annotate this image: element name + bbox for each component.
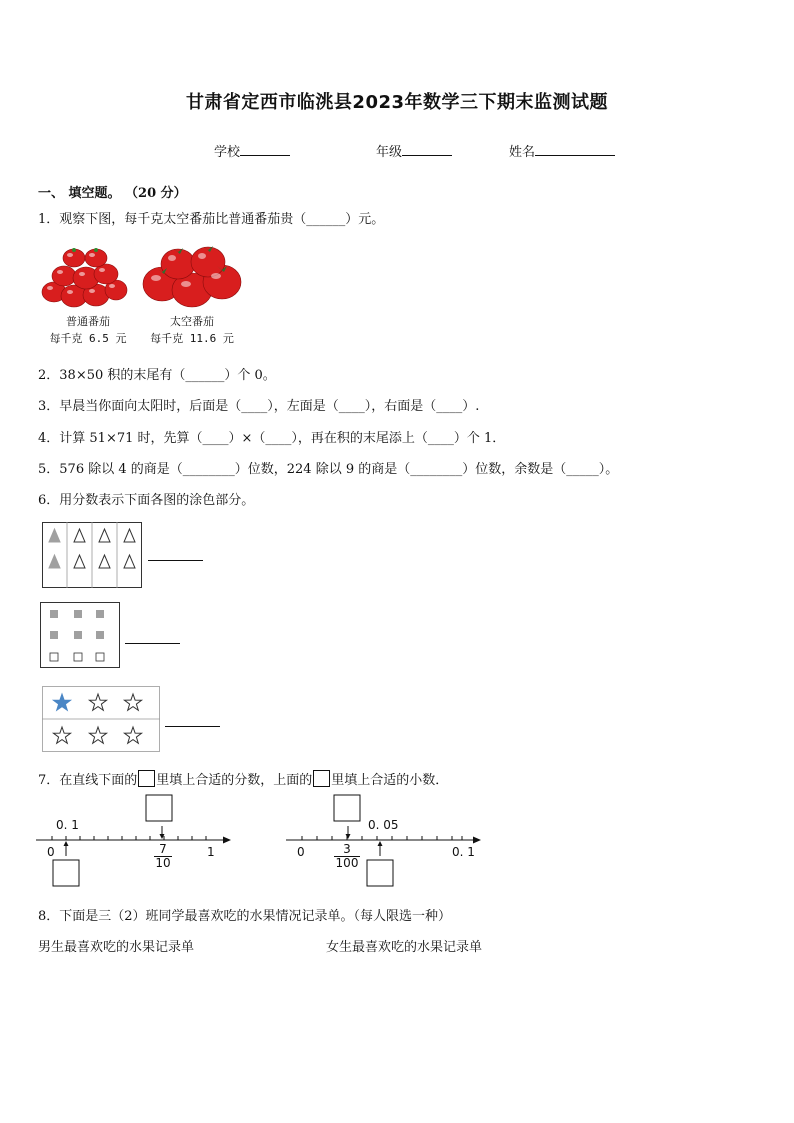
grade-field: [376, 141, 452, 160]
answer-box-bottom-2: [367, 860, 393, 886]
number-line-1: [36, 790, 236, 890]
question-8: 8．下面是三（2）班同学最喜欢吃的水果情况记录单。（每人限选一种）: [38, 909, 452, 924]
nl1-one: 1: [207, 845, 215, 859]
question-2: 2．38×50 积的末尾有（______）个 0。: [38, 368, 276, 383]
question-4: 4．计算 51×71 时，先算（____）×（____），再在积的末尾添上（____）个 1．: [38, 431, 506, 446]
page-title: 甘肃省定西市临洮县2023年数学三下期末监测试题: [185, 92, 609, 113]
square-grid-figure: [40, 602, 120, 668]
nl1-fraction: [154, 843, 172, 870]
grade-blank: [402, 143, 452, 156]
girls-record-title: 女生最喜欢吃的水果记录单: [326, 940, 483, 955]
nl2-frac-num: 3: [343, 842, 351, 856]
school-field: [214, 141, 290, 160]
answer-line-1: [148, 560, 203, 561]
answer-line-2: [125, 643, 180, 644]
tomato-space-price: 每千克 11.6 元: [150, 332, 234, 345]
boys-record-title: 男生最喜欢吃的水果记录单: [38, 940, 195, 955]
arrow-icon: [346, 834, 351, 839]
space-tomato-pile-icon: [140, 242, 244, 310]
nl2-end: 0. 1: [452, 845, 475, 859]
answer-box-top-1: [146, 795, 172, 821]
section-heading: 一、 填空题。 （20 分）: [38, 186, 187, 201]
q7-text-a: 7．在直线下面的: [38, 773, 138, 788]
answer-box-icon: [313, 770, 330, 787]
nl1-zero: 0: [47, 845, 55, 859]
nl1-top-label: 0. 1: [56, 818, 79, 832]
q7-text-b: 里填上合适的分数，上面的: [156, 773, 313, 788]
star-grid-figure: [42, 686, 160, 752]
tomato-pile-icon: [40, 240, 130, 312]
question-6: 6．用分数表示下面各图的涂色部分。: [38, 493, 255, 508]
tomato-space-name: 太空番茄: [170, 315, 214, 328]
nl1-frac-num: 7: [159, 842, 167, 856]
tomato-normal-price: 每千克 6.5 元: [49, 332, 127, 345]
number-line-2: [286, 790, 486, 890]
tomato-normal-name: 普通番茄: [66, 315, 110, 328]
answer-box-bottom-1: [53, 860, 79, 886]
triangle-grid-figure: [42, 522, 142, 588]
q7-text-c: 里填上合适的小数．: [331, 773, 449, 788]
grade-label: 年级: [376, 145, 403, 160]
school-blank: [240, 143, 290, 156]
nl1-frac-den: 10: [155, 856, 171, 870]
answer-box-top-2: [334, 795, 360, 821]
school-label: 学校: [214, 145, 241, 160]
nl2-top-label: 0. 05: [368, 818, 399, 832]
answer-box-icon: [138, 770, 155, 787]
arrow-icon: [378, 841, 383, 846]
question-1: 1．观察下图，每千克太空番茄比普通番茄贵（______）元。: [38, 212, 385, 227]
name-field: [509, 141, 615, 160]
name-blank: [535, 143, 615, 156]
answer-line-3: [165, 726, 220, 727]
question-7: [38, 769, 448, 788]
arrow-icon: [64, 841, 69, 846]
nl2-frac-den: 100: [335, 856, 359, 870]
nl2-fraction: [334, 843, 360, 870]
nl2-zero: 0: [297, 845, 305, 859]
question-5: 5．576 除以 4 的商是（________）位数，224 除以 9 的商是（________）位数，余数是（_____）。: [38, 462, 619, 477]
name-label: 姓名: [509, 145, 536, 160]
question-3: 3．早晨当你面向太阳时，后面是（____），左面是（____），右面是（____）.: [38, 399, 480, 414]
